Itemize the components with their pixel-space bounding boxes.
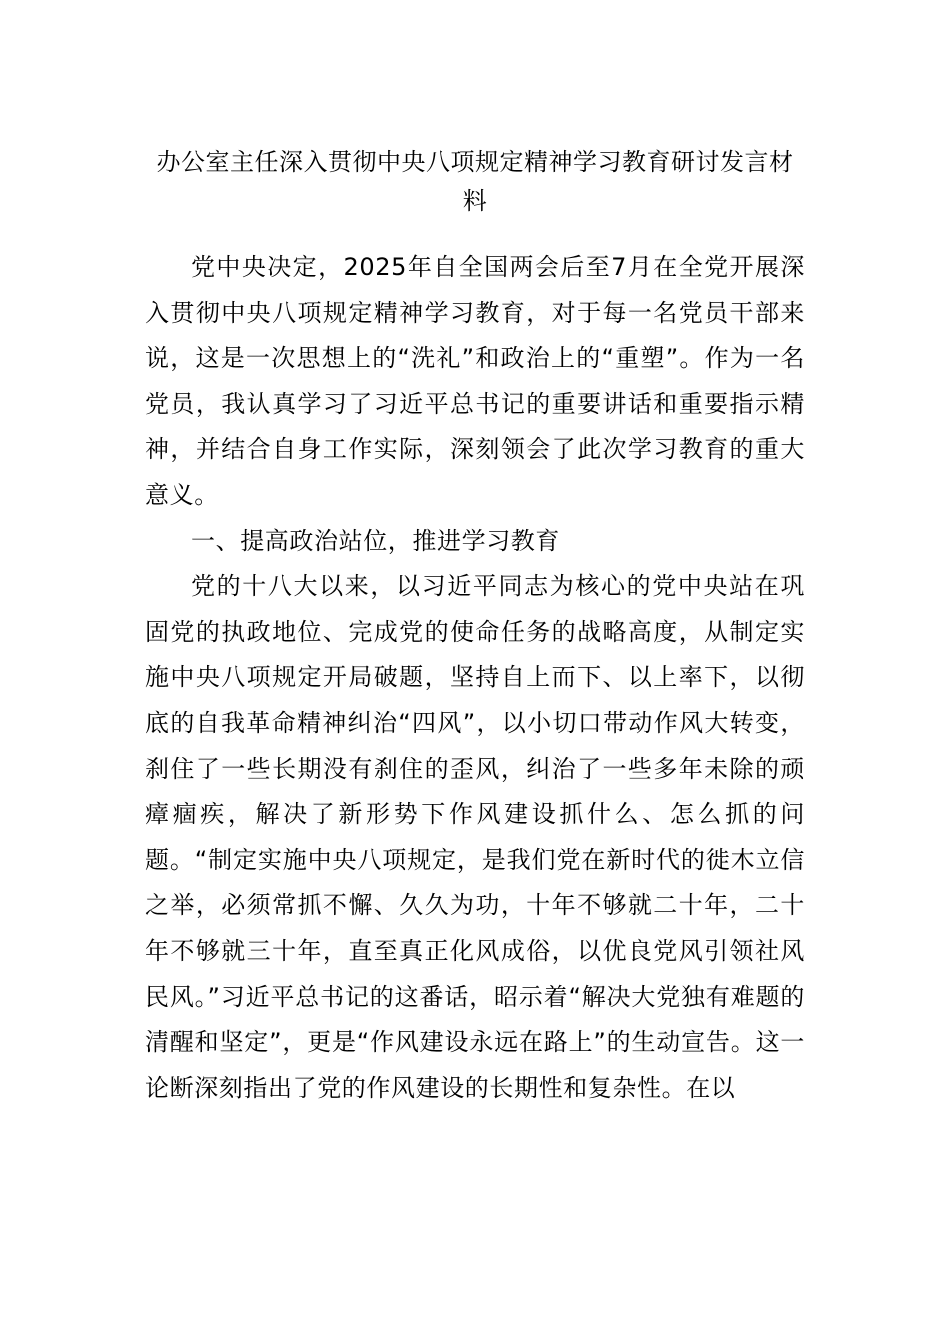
section-heading-1: 一、提高政治站位，推进学习教育: [191, 526, 560, 555]
document-body: [145, 245, 805, 1111]
paragraph-intro: 党中央决定，2025年自全国两会后至7月在全党开展深入贯彻中央八项规定精神学习教育，对于每一名党员干部来说，这是一次思想上的“洗礼”和政治上的“重塑”。作为一名党员，我认真学习了习近平总书记的重要讲话和重要指示精神，并结合自身工作实际，深刻领会了此次学习教育的重大意义。: [145, 253, 805, 509]
document-title: 办公室主任深入贯彻中央八项规定精神学习教育研讨发言材料: [156, 148, 794, 215]
paragraph-section-1: 党的十八大以来，以习近平同志为核心的党中央站在巩固党的执政地位、完成党的使命任务的战略高度，从制定实施中央八项规定开局破题，坚持自上而下、以上率下，以彻底的自我革命精神纠治“四风”，以小切口带动作风大转变，刹住了一些长期没有刹住的歪风，纠治了一些多年未除的顽瘴痼疾，解决了新形势下作风建设抓什么、怎么抓的问题。“制定实施中央八项规定，是我们党在新时代的徙木立信之举，必须常抓不懈、久久为功，十年不够就二十年，二十年不够就三十年，直至真正化风成俗，以优良党风引领社风民风。”习近平总书记的这番话，昭示着“解决大党独有难题的清醒和坚定”，更是“作风建设永远在路上”的生动宣告。这一论断深刻指出了党的作风建设的长期性和复杂性。在以: [145, 572, 805, 1102]
